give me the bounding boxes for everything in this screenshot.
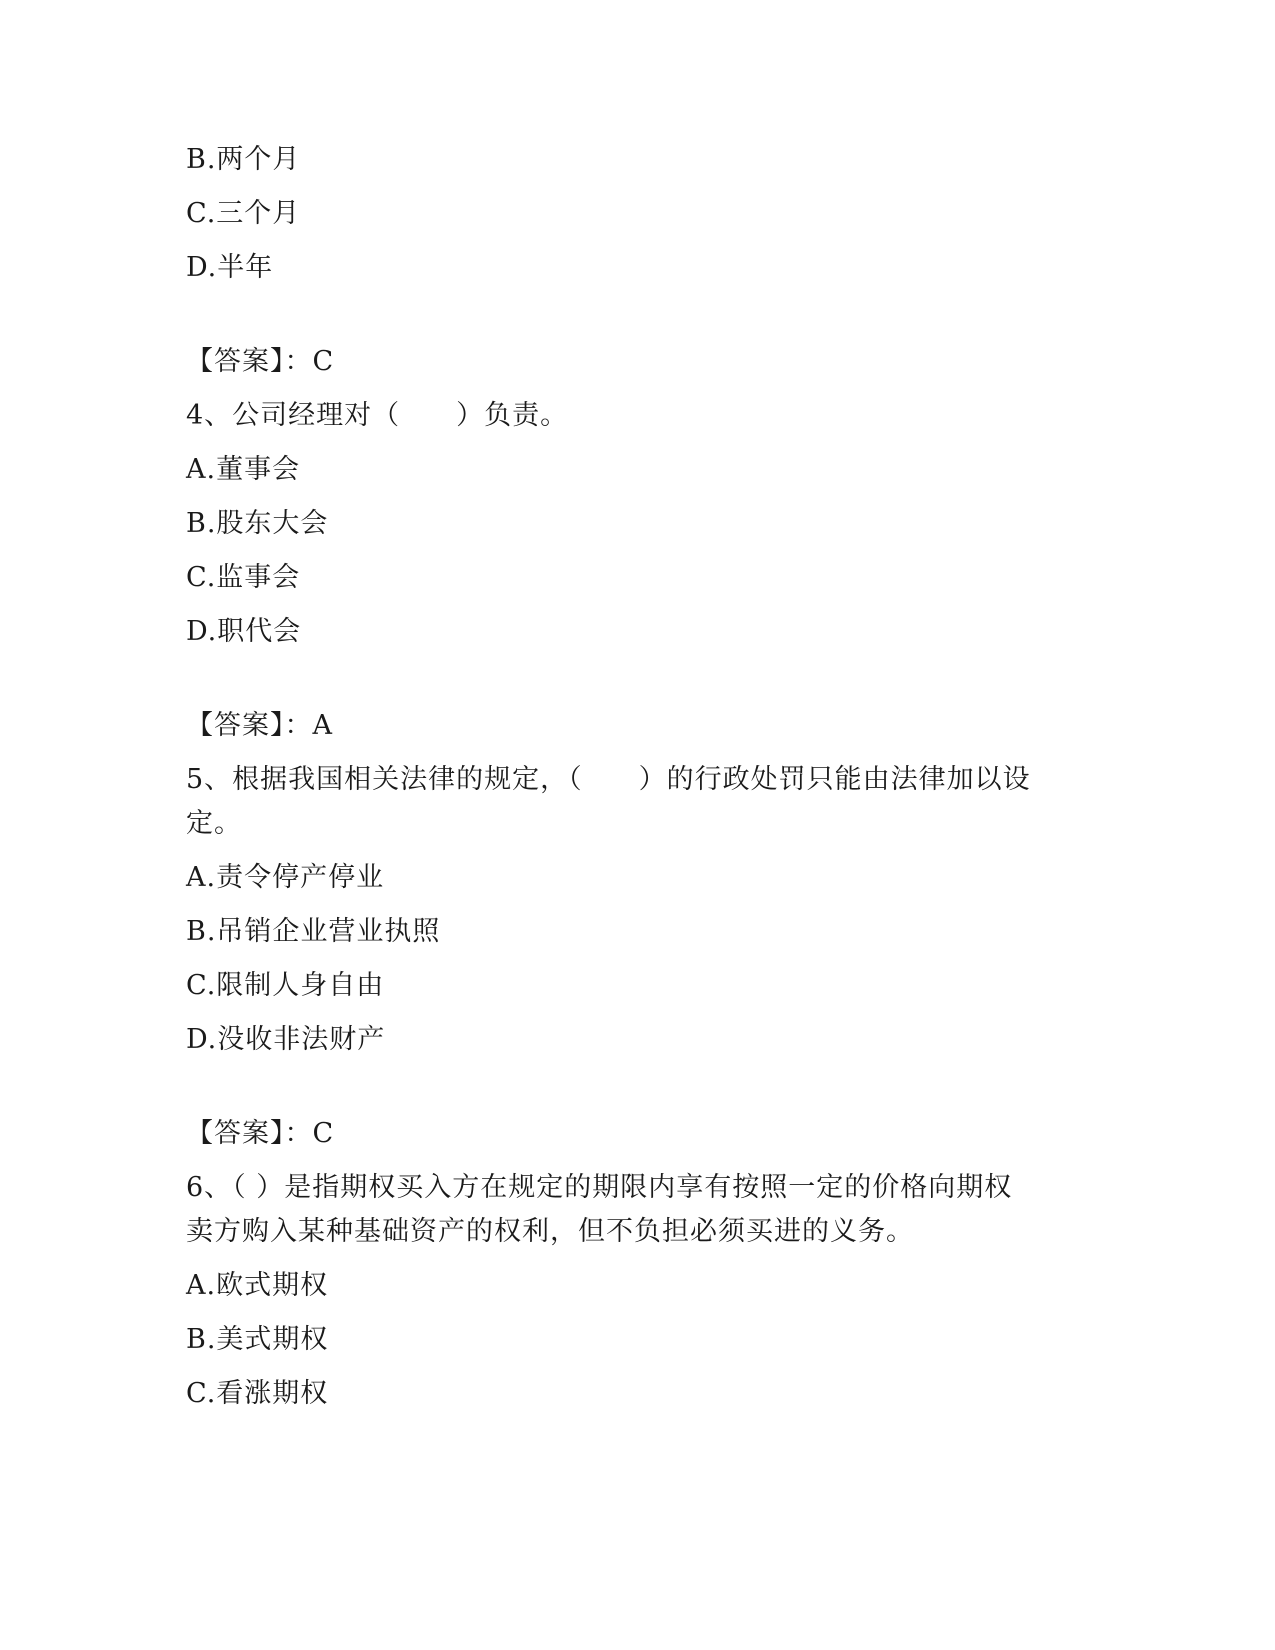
q6-stem-line2: 卖方购入某种基础资产的权利，但不负担必须买进的义务。 bbox=[186, 1216, 914, 1247]
q6-stem-line1: 6、（ ）是指期权买入方在规定的期限内享有按照一定的价格向期权 bbox=[186, 1172, 1013, 1203]
q5-option-a: A.责令停产停业 bbox=[186, 862, 385, 893]
q4-option-a: A.董事会 bbox=[186, 454, 301, 485]
q5-stem-line1: 5、根据我国相关法律的规定，（ ）的行政处罚只能由法律加以设 bbox=[186, 764, 1031, 795]
q3-option-c: C.三个月 bbox=[186, 198, 301, 229]
q6-option-a: A.欧式期权 bbox=[186, 1270, 329, 1301]
q3-option-b: B.两个月 bbox=[186, 144, 301, 175]
q4-option-c: C.监事会 bbox=[186, 562, 301, 593]
q4-option-b: B.股东大会 bbox=[186, 508, 329, 539]
q5-stem-line2: 定。 bbox=[186, 808, 242, 839]
q3-answer: 【答案】：C bbox=[186, 346, 335, 377]
q6-option-b: B.美式期权 bbox=[186, 1324, 329, 1355]
q5-answer: 【答案】：C bbox=[186, 1118, 335, 1149]
q4-stem: 4、公司经理对（ ）负责。 bbox=[186, 400, 569, 431]
q5-option-c: C.限制人身自由 bbox=[186, 970, 385, 1001]
q5-option-b: B.吊销企业营业执照 bbox=[186, 916, 441, 947]
q4-option-d: D.职代会 bbox=[186, 616, 302, 647]
q5-option-d: D.没收非法财产 bbox=[186, 1024, 386, 1055]
q3-option-d: D.半年 bbox=[186, 252, 274, 283]
q6-option-c: C.看涨期权 bbox=[186, 1378, 329, 1409]
q4-answer: 【答案】：A bbox=[186, 710, 333, 741]
